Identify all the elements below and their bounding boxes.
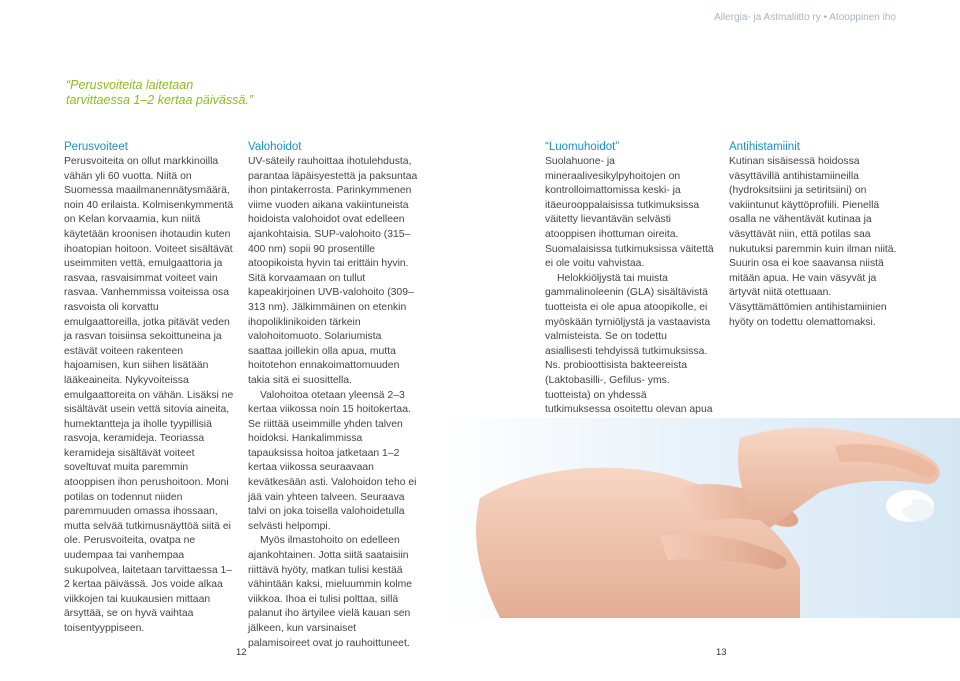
section-heading: Perusvoiteet (64, 141, 128, 153)
paragraph: Valohoitoa otetaan yleensä 2–3 kertaa viikossa noin 15 hoitokertaa. Se riittää useimmille yhden talven hoidoksi. Hankalimmissa tapauksissa hoitoa jatketaan 1–2 kertaa viikossa seuraavaan kevätkesään asti. Valohoidon teho ei jää vain yhteen talveen. Seuraava talvi on joka toisella valohoidetulla selvästi helpompi. (248, 389, 417, 532)
column-valohoidot (248, 140, 418, 651)
paragraph: UV-säteily rauhoittaa ihotulehdusta, parantaa läpäisyestettä ja paksuntaa ihon pintakerrosta. Parinkymmenen viime vuoden aikana vakiintuneista hoidoista valohoidot ovat edelleen ajankohtaisia. SUP-valohoito (315–400 nm) sopii 90 prosentille atoopikoista hyvin tai erittäin hyvin. Sitä korvaamaan on tullut kapeakirjoinen UVB-valohoito (309–313 nm). Jälkimmäinen on etenkin ihopoliklinikoiden tärkein valohoitomuoto. Solariumista saattaa joillekin olla apua, mutta hoitotehon ennakoimattomuuden takia sitä ei suosittella. (248, 156, 418, 386)
pull-quote-line: tarvittaessa 1–2 kertaa päivässä.” (66, 93, 253, 107)
paragraph: Myös ilmastohoito on edelleen ajankohtainen. Jotta siitä saataisiin riittävä hyöty, matkan tulisi kestää vähintään kaksi, mieluummin kolme viikkoa. Ihoa ei tulisi polttaa, sillä palanut iho ärtyilee vielä kauan sen jälkeen, kun varsinaiset palamisoireet ovat jo rauhoittuneet. (248, 535, 413, 649)
pull-quote (66, 78, 326, 108)
hands-cream-photo (440, 418, 960, 618)
section-heading: Valohoidot (248, 141, 302, 153)
page-number-left: 12 (236, 647, 247, 658)
column-perusvoiteet (64, 140, 234, 637)
column-antihistamiinit (729, 140, 901, 330)
paragraph: Helokkiöljystä tai muista gammalinoleenin (GLA) sisältävistä tuotteista ei ole apua atoopikolle, ei myöskään tyrniöljystä ja vastaavista valmisteista. Se on todettu asiallisesti tehdyissä tutkimuksissa. Ns. probioottisista bakteereista (Laktobasilli-, Gefilus- yms. tuotteista) on yhdessä tutkimuksessa osoitettu olevan apua (545, 272, 713, 416)
paragraph: Perusvoiteita on ollut markkinoilla vähän yli 60 vuotta. Niitä on Suomessa maailmanennätysmäärä, noin 40 erilaista. Kolmisenkymmentä on Kelan korvaamia, kun niitä käytetään kroonisen ihotaudin kuten ihoatopian hoitoon. Voiteet sisältävät useimmiten vettä, emulgaattoria ja rasvaa, rasvaisimmat voiteet vain rasvaa. Vanhemmissa voiteissa osa rasvoista oli korvattu emulgaattoreilla, jotka pitävät veden ja rasvan toisiinsa sekoittuneina ja estävät voiteen rakenteen hajoamisen, kun siihen lisätään lääkeaineita. Nykyvoiteissa emulgaattoreita on vähän. Lisäksi ne sisältävät usein vettä sitovia aineita, humektantteja ja iholle tyypillisiä rasvoja, keramideja. Teoriassa keramideja sisältävät voiteet soveltuvat muita paremmin atooppisen ihon perushoitoon. Moni potilas on todennut niiden paremmuuden omassa ihossaan, mutta selvää tutkimusnäyttöä siitä ei ole. Perusvoiteita, ovatpa ne uudempaa tai vanhempaa sukupolvea, laitetaan tarvittaessa 1–2 kertaa päivässä. Jos voide alkaa viikkojen tai kuukausien mittaan ärsyttää, se on hyvä vaihtaa toisentyyppiseen. (64, 156, 234, 634)
running-header: Allergia- ja Astmaliitto ry • Atooppinen iho (714, 12, 896, 23)
section-heading: “Luomuhoidot” (545, 141, 620, 153)
page-number-right: 13 (716, 647, 727, 658)
paragraph: Suolahuone- ja mineraalivesikylpyhoitojen on kontrolloimattomissa keski- ja itäeurooppalaisissa tutkimuksissa väitetty lievantävän selvästi atooppisen ihottuman oireita. Suomalaisissa tutkimuksissa väitettä ei ole voitu vahvistaa. (545, 156, 714, 270)
section-heading: Antihistamiinit (729, 141, 800, 153)
paragraph: Kutinan sisäisessä hoidossa väsyttävillä antihistamiineilla (hydroksitsiini ja setiritsiini) on vakiintunut käyttöprofiili. Pienellä osalla ne vähentävät kutinaa ja väsyttävät niin, että potilas saa nukutuksi paremmin kuin ilman niitä. Suurin osa ei koe saavansa niistä mitään apua. He vain väsyvät ja ärtyvät niitä otettuaan. Väsyttämättömien antihistamiinien hyöty on todettu olemattomaksi. (729, 156, 897, 328)
pull-quote-line: “Perusvoiteita laitetaan (66, 78, 194, 92)
